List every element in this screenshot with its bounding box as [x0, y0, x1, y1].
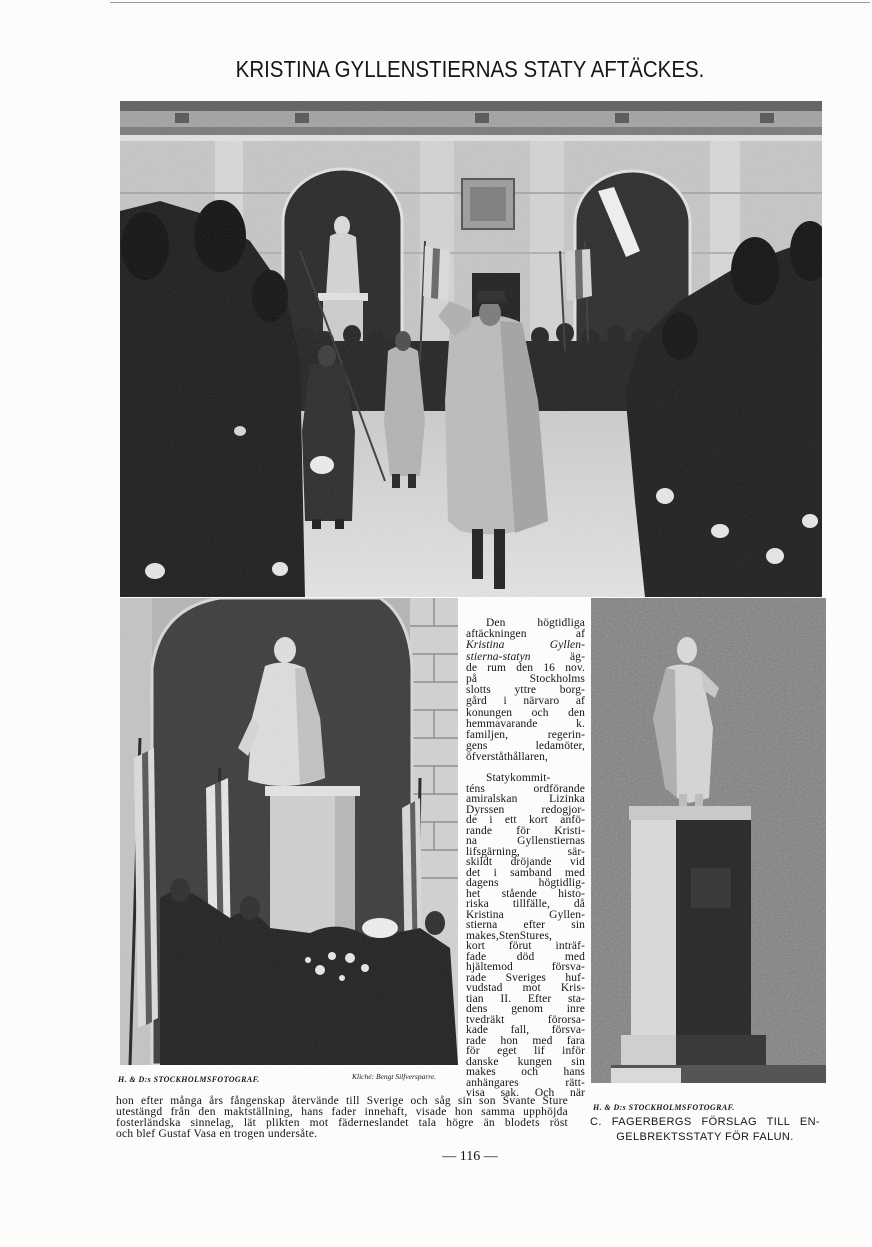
article-line: na Gyllenstiernas — [466, 835, 585, 847]
article-line: makes,StenStures, — [466, 929, 553, 942]
article-line: de i ett kort anfö- — [466, 814, 585, 826]
article-line: och blef Gustaf Vasa en trogen undersåte. — [116, 1127, 318, 1140]
right-photo-photographer-credit: H. & D:s STOCKHOLMSFOTOGRAF. — [593, 1103, 735, 1112]
article-line: tian II. Efter sta- — [466, 992, 585, 1005]
article-line: hon efter många års fångenskap återvände till Sverige och såg sin son Svante Sture — [116, 1095, 568, 1107]
right-photo-caption — [590, 1115, 820, 1145]
article-line: konungen och den — [466, 706, 585, 719]
article-line: slotts yttre borg- — [466, 684, 585, 697]
article-line: het stående histo- — [466, 887, 585, 900]
article-line: utestängd från den maktställning, hans fader innehaft, visade hon samma upphöjda — [116, 1105, 568, 1118]
caption-line: C. FAGERBERGS FÖRSLAG TILL EN- — [590, 1116, 820, 1128]
article-line: det i samband med — [466, 866, 585, 879]
article-line: dagens högtidlig- — [466, 877, 585, 889]
article-line: gård i närvaro af — [466, 695, 585, 708]
article-line: Dyrssen redogjor- — [466, 803, 585, 816]
article-line: på Stockholms — [466, 673, 585, 686]
article-line: de rum den 16 nov. — [466, 661, 585, 674]
article-paragraph-2 — [466, 773, 585, 1099]
article-line: öfverståthållaren, — [466, 751, 548, 764]
article-line: riska tillfälle, då — [466, 898, 585, 910]
article-line: hjältemod försva- — [466, 961, 585, 973]
article-line: familjen, regerin- — [466, 729, 585, 742]
article-continuation — [116, 1096, 568, 1140]
fagerberg-statue-proposal-photo — [591, 598, 826, 1083]
article-line: skildt dröjande vid — [466, 856, 585, 868]
article-roman-fragment: äg- — [570, 650, 585, 663]
article-line: visa sak. Och när — [466, 1087, 585, 1099]
article-line: aftäckningen af — [466, 628, 585, 641]
article-line: Den högtidliga — [486, 617, 585, 629]
article-line: rade Sveriges huf- — [466, 971, 585, 984]
article-line: dens genom inre — [466, 1003, 585, 1015]
article-line: danske kungen sin — [466, 1055, 585, 1068]
article-line: Kristina Gyllen- — [466, 908, 585, 921]
article-italic-fragment: stierna-statyn — [466, 650, 531, 663]
article-line: rade hon med fara — [466, 1034, 585, 1047]
page-title: KRISTINA GYLLENSTIERNAS STATY AFTÄCKES. — [235, 56, 705, 82]
article-line: téns ordförande — [466, 782, 585, 795]
article-line: tvedräkt förorsa- — [466, 1013, 585, 1026]
article-line: lifsgärning, sär- — [466, 845, 585, 858]
article-line: fosterländska sinnelag, lät plikten mot fäderneslandet tala högre än blodets röst — [116, 1116, 568, 1129]
caption-line: GELBREKTSSTATY FÖR FALUN. — [616, 1131, 794, 1143]
left-photo-cliche-credit: Kliché: Bengt Silfversparre. — [352, 1072, 437, 1081]
article-line: fade död med — [466, 950, 585, 963]
article-line: Kristina Gyllen- — [466, 639, 585, 652]
article-line: kort förut inträf- — [466, 940, 585, 952]
article-line: makes och hans — [466, 1066, 585, 1078]
article-paragraph-1 — [466, 618, 585, 764]
article-line: hemmavarande k. — [466, 717, 585, 730]
left-photo-photographer-credit: H. & D:s STOCKHOLMSFOTOGRAF. — [118, 1075, 260, 1084]
article-line: gens ledamöter, — [466, 740, 585, 753]
article-line: amiralskan Lizinka — [466, 793, 585, 805]
unveiling-procession-photo — [120, 101, 822, 597]
article-line: vudstad mot Kris- — [466, 982, 585, 994]
statue-ceremony-photo — [120, 598, 458, 1065]
article-line: stierna efter sin — [466, 919, 585, 931]
article-line: för eget lif inför — [466, 1045, 585, 1057]
article-line: anhängares rätt- — [466, 1076, 585, 1089]
page-number: — 116 — — [442, 1149, 498, 1164]
article-line: rande för Kristi- — [466, 824, 585, 837]
article-line: kade fall, försva- — [466, 1024, 585, 1036]
scan-edge-line — [110, 2, 870, 3]
article-line: Statykommit- — [486, 772, 551, 784]
